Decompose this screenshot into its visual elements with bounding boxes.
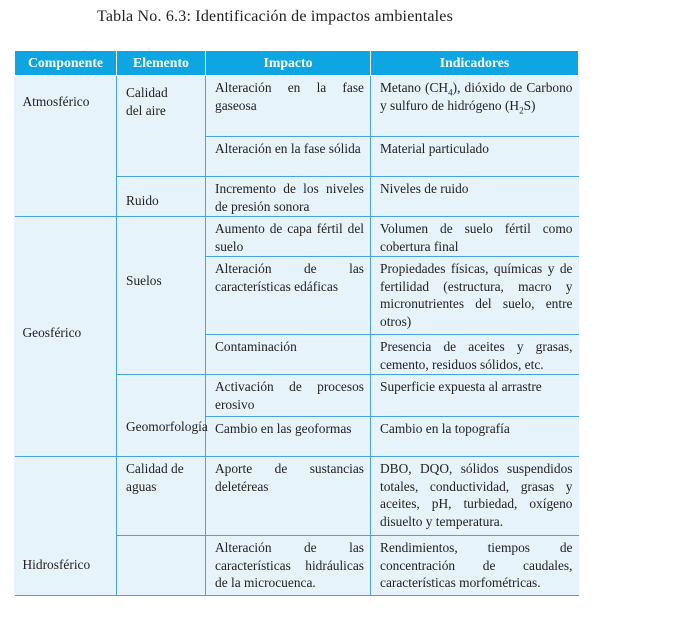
impact-cell: Activación de procesos erosivo [206, 375, 371, 417]
indicator-text: ), dióxido de Carbono y sulfuro de hidrógeno (H [380, 80, 573, 113]
element-cell [117, 536, 206, 596]
impact-cell: Alteración de las características edáficas [206, 257, 371, 335]
indicator-cell: Cambio en la topografía [371, 417, 579, 457]
indicator-cell: Niveles de ruido [371, 177, 579, 217]
indicator-cell: Volumen de suelo fértil como cobertura final [371, 217, 579, 257]
table-row [15, 217, 579, 257]
indicator-cell: Presencia de aceites y grasas, cemento, residuos sólidos, etc. [371, 335, 579, 375]
header-impacto: Impacto [206, 51, 371, 76]
table-header-row [15, 51, 579, 76]
impact-cell: Aumento de capa fértil del suelo [206, 217, 371, 257]
indicator-cell: Superficie expuesta al arrastre [371, 375, 579, 417]
element-line: del aire [126, 102, 166, 118]
impact-cell: Contaminación [206, 335, 371, 375]
table-row [15, 536, 579, 596]
impact-cell: Alteración en la fase sólida [206, 137, 371, 177]
component-cell [15, 457, 117, 536]
indicator-cell: DBO, DQO, sólidos suspendidos totales, conductividad, grasas y aceites, pH, turbiedad, oxígeno disuelto y temperatura. [371, 457, 579, 536]
impacts-table [14, 51, 579, 596]
indicator-cell: Material particulado [371, 137, 579, 177]
indicator-cell [371, 76, 579, 137]
component-cell: Hidrosférico [15, 536, 117, 596]
element-cell: Ruido [117, 177, 206, 217]
impact-cell: Alteración en la fase gaseosa [206, 76, 371, 137]
indicator-cell: Propiedades físicas, químicas y de fertilidad (estructura, macro y micronutrientes del suelo, entre otros) [371, 257, 579, 335]
impact-cell: Aporte de sustancias deletéreas [206, 457, 371, 536]
element-line: Calidad [126, 85, 168, 100]
indicator-cell: Rendimientos, tiempos de concentración de caudales, características morfométricas. [371, 536, 579, 596]
indicator-text: S) [523, 97, 536, 113]
component-cell: Atmosférico [15, 76, 117, 217]
subscript: 2 [519, 105, 524, 116]
impact-cell: Cambio en las geoformas [206, 417, 371, 457]
table-title: Tabla No. 6.3: Identificación de impactos ambientales [97, 8, 454, 25]
header-elemento: Elemento [117, 51, 206, 76]
impact-cell: Alteración de las características hidráulicas de la microcuenca. [206, 536, 371, 596]
header-indicadores: Indicadores [371, 51, 579, 76]
impact-cell: Incremento de los niveles de presión sonora [206, 177, 371, 217]
element-cell: Geomorfología [117, 375, 206, 457]
header-componente: Componente [15, 51, 117, 76]
indicator-text: Metano (CH [380, 80, 449, 95]
element-cell [117, 76, 206, 177]
table-row [15, 76, 579, 137]
table-row [15, 457, 579, 536]
subscript: 4 [448, 87, 453, 98]
component-cell: Geosférico [15, 217, 117, 457]
element-cell: Calidad de aguas [117, 457, 206, 536]
element-cell: Suelos [117, 217, 206, 375]
